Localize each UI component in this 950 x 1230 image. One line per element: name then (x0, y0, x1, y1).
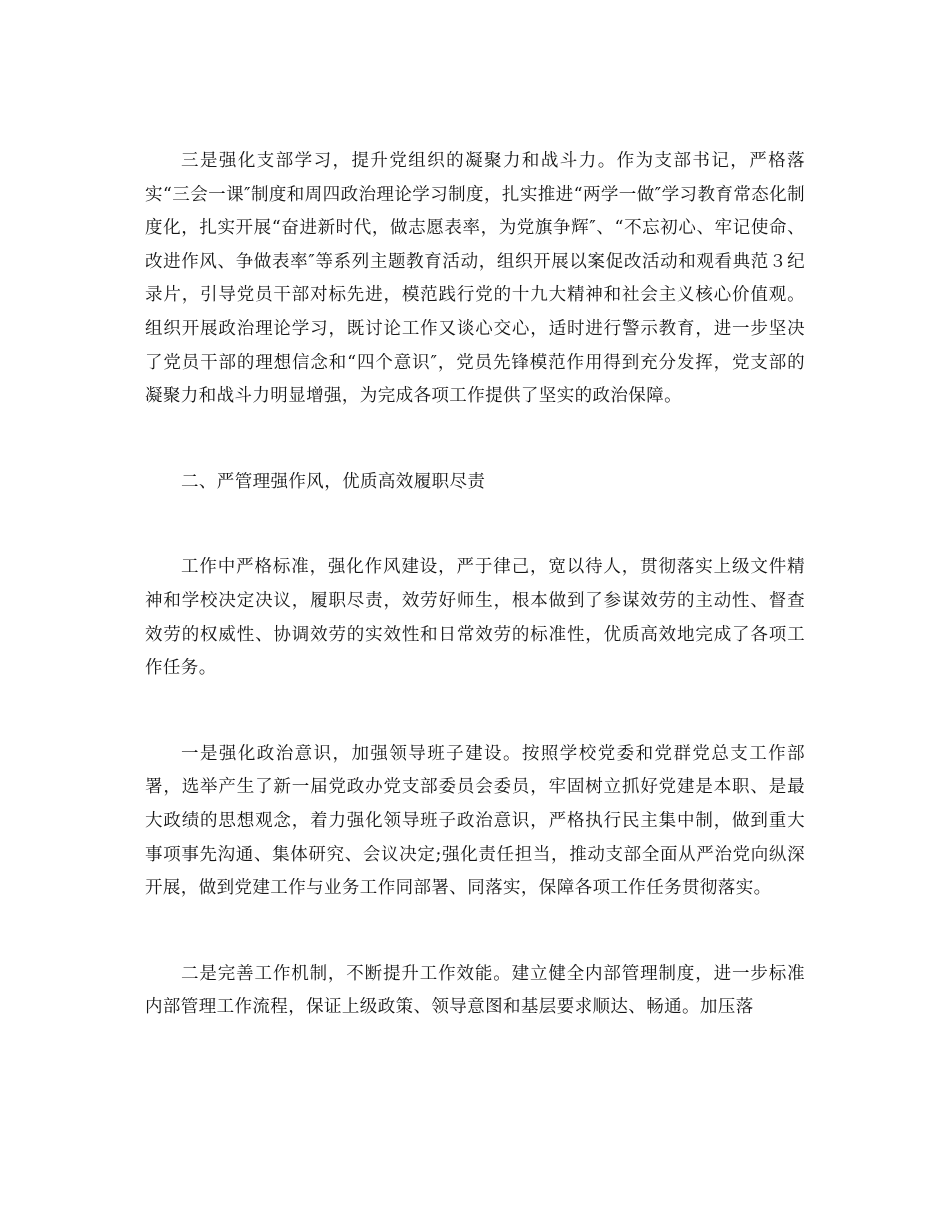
paragraph-political-awareness: 一是强化政治意识，加强领导班子建设。按照学校党委和党群党总支工作部署，选举产生了新一届党政办党支部委员会委员，牢固树立抓好党建是本职、是最大政绩的思想观念，着力强化领导班子政治意识，严格执行民主集中制，做到重大事项事先沟通、集体研究、会议决定;强化责任担当，推动支部全面从严治党向纵深开展，做到党建工作与业务工作同部署、同落实，保障各项工作任务贯彻落实。 (145, 743, 805, 899)
paragraph-work-mechanism: 二是完善工作机制，不断提升工作效能。建立健全内部管理制度，进一步标准内部管理工作流程，保证上级政策、领导意图和基层要求顺达、畅通。加压落 (145, 963, 805, 1018)
paragraph-work-style: 工作中严格标准，强化作风建设，严于律己，宽以待人，贯彻落实上级文件精神和学校决定决议，履职尽责，效劳好师生，根本做到了参谋效劳的主动性、督查效劳的权威性、协调效劳的实效性和日常效劳的标准性，优质高效地完成了各项工作任务。 (145, 557, 805, 679)
paragraph-study: 三是强化支部学习，提升党组织的凝聚力和战斗力。作为支部书记，严格落实“三会一课″制度和周四政治理论学习制度，扎实推进“两学一做″学习教育常态化制度化，扎实开展“奋进新时代，做志愿表率，为党旗争辉″、“不忘初心、牢记使命、改进作风、争做表率″等系列主题教育活动，组织开展以案促改活动和观看典范３纪录片，引导党员干部对标先进，模范践行党的十九大精神和社会主义核心价值观。组织开展政治理论学习，既讨论工作又谈心交心，适时进行警示教育，进一步坚决了党员干部的理想信念和“四个意识″，党员先锋模范作用得到充分发挥，党支部的凝聚力和战斗力明显增强，为完成各项工作提供了坚实的政治保障。 (145, 151, 805, 407)
section-heading: 二、严管理强作风，优质高效履职尽责 (181, 471, 486, 492)
document-body (145, 145, 805, 1077)
